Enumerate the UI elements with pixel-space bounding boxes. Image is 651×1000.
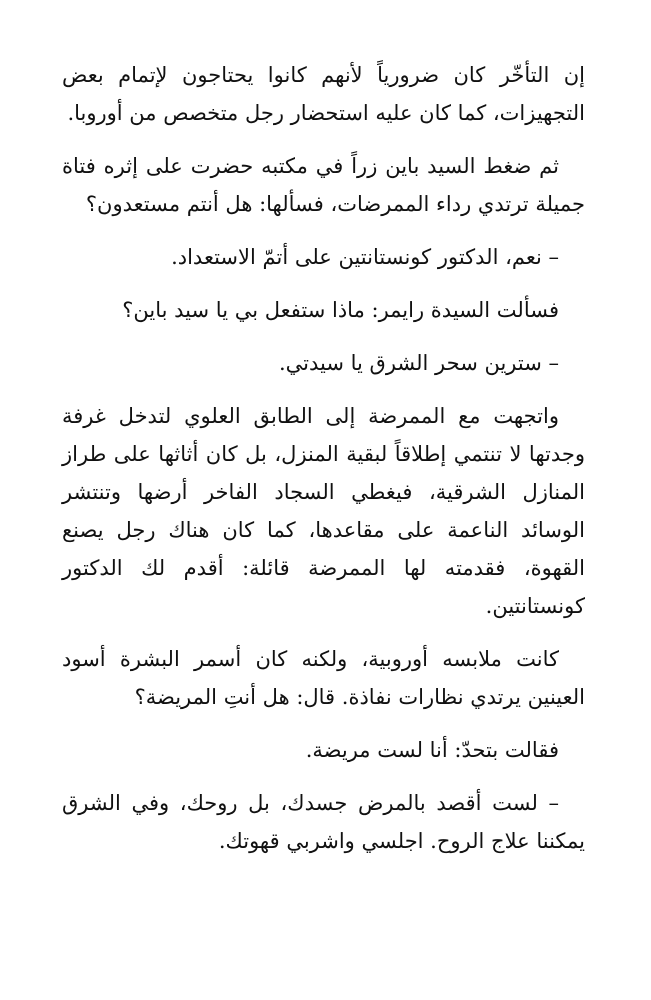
paragraph-6: فقالت بتحدّ: أنا لست مريضة.	[305, 738, 559, 762]
dialogue-line-3: – لست أقصد بالمرض جسدك، بل روحك، وفي الشرق يمكننا علاج الروح. اجلسي واشربي قهوتك.	[62, 791, 585, 853]
dialogue-line-2: – سترين سحر الشرق يا سيدتي.	[278, 351, 559, 375]
paragraph-1: إن التأخّر كان ضرورياً لأنهم كانوا يحتاجون لإتمام بعض التجهيزات، كما كان عليه استحضار رجل متخصص من أوروبا.	[62, 63, 585, 125]
paragraph-5: كانت ملابسه أوروبية، ولكنه كان أسمر البشرة أسود العينين يرتدي نظارات نفاذة. قال: هل أنتِ المريضة؟	[62, 647, 585, 709]
paragraph-3: فسألت السيدة رايمر: ماذا ستفعل بي يا سيد باين؟	[122, 298, 559, 322]
paragraph-2: ثم ضغط السيد باين زراً في مكتبه حضرت على إثره فتاة جميلة ترتدي رداء الممرضات، فسألها: هل أنتم مستعدون؟	[62, 154, 585, 216]
dialogue-line-1: – نعم، الدكتور كونستانتين على أتمّ الاستعداد.	[171, 245, 559, 269]
paragraph-4: واتجهت مع الممرضة إلى الطابق العلوي لتدخل غرفة وجدتها لا تنتمي إطلاقاً لبقية المنزل، بل كان أثاثها على طراز المنازل الشرقية، فيغطي السجاد الفاخر أرضها وتنتشر الوسائد الناعمة على مقاعدها، كما كان هناك رجل يصنع القهوة، فقدمته لها الممرضة قائلة: أقدم لك الدكتور كونستانتين.	[62, 404, 585, 618]
